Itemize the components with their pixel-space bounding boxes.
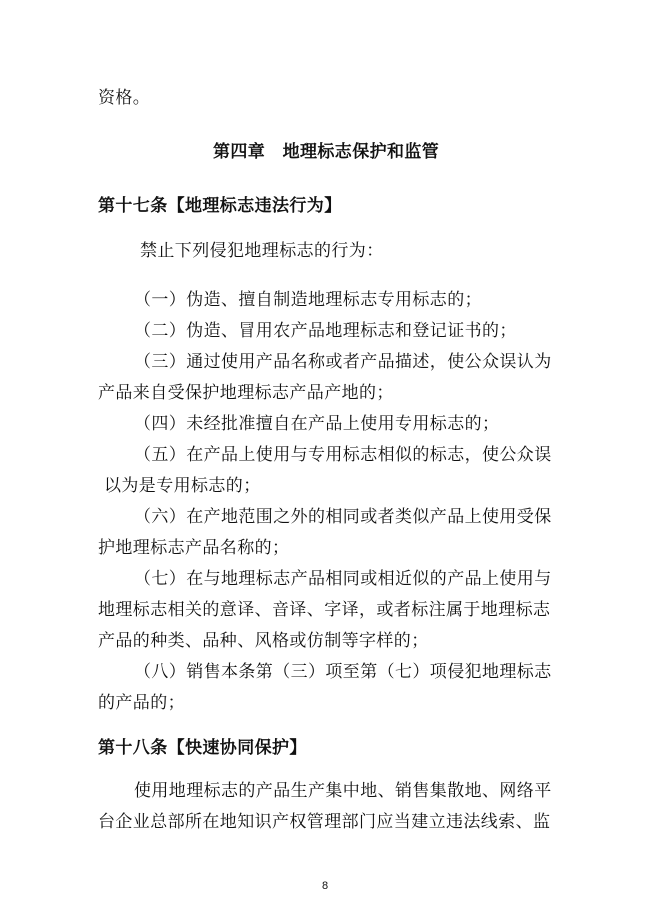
- article-17-intro: 禁止下列侵犯地理标志的行为：: [140, 241, 384, 261]
- page-number: 8: [321, 880, 329, 892]
- article-18-line-1: 使用地理标志的产品生产集中地、销售集散地、网络平: [134, 781, 552, 801]
- article-17-line-5: （四）未经批准擅自在产品上使用专用标志的；: [134, 414, 500, 434]
- article-17-line-8: （六）在产地范围之外的相同或者类似产品上使用受保: [134, 507, 552, 527]
- carry-over-text: 资格。: [98, 88, 151, 108]
- article-17-line-11: 地理标志相关的意译、音译、字译，或者标注属于地理标志: [98, 600, 551, 620]
- article-17-line-9: 护地理标志产品名称的；: [98, 538, 290, 558]
- chapter-title: 第四章 地理标志保护和监管: [213, 142, 440, 162]
- article-17-line-14: 的产品的；: [98, 693, 185, 713]
- article-18-line-2: 台企业总部所在地知识产权管理部门应当建立违法线索、监: [98, 812, 551, 832]
- article-17-line-2: （二）伪造、冒用农产品地理标志和登记证书的；: [134, 321, 517, 341]
- article-17-line-4: 产品来自受保护地理标志产品产地的；: [98, 383, 394, 403]
- article-17-heading: 第十七条【地理标志违法行为】: [98, 196, 342, 216]
- article-17-line-12: 产品的种类、品种、风格或仿制等字样的；: [98, 631, 429, 651]
- article-17-line-3: （三）通过使用产品名称或者产品描述，使公众误认为: [134, 352, 552, 372]
- article-18-heading: 第十八条【快速协同保护】: [98, 738, 307, 758]
- article-17-line-6: （五）在产品上使用与专用标志相似的标志，使公众误: [134, 445, 552, 465]
- article-17-line-13: （八）销售本条第（三）项至第（七）项侵犯地理标志: [134, 662, 552, 682]
- article-17-line-1: （一）伪造、擅自制造地理标志专用标志的；: [134, 290, 482, 310]
- article-17-line-10: （七）在与地理标志产品相同或相近似的产品上使用与: [134, 569, 552, 589]
- article-17-line-7: 以为是专用标志的；: [104, 476, 261, 496]
